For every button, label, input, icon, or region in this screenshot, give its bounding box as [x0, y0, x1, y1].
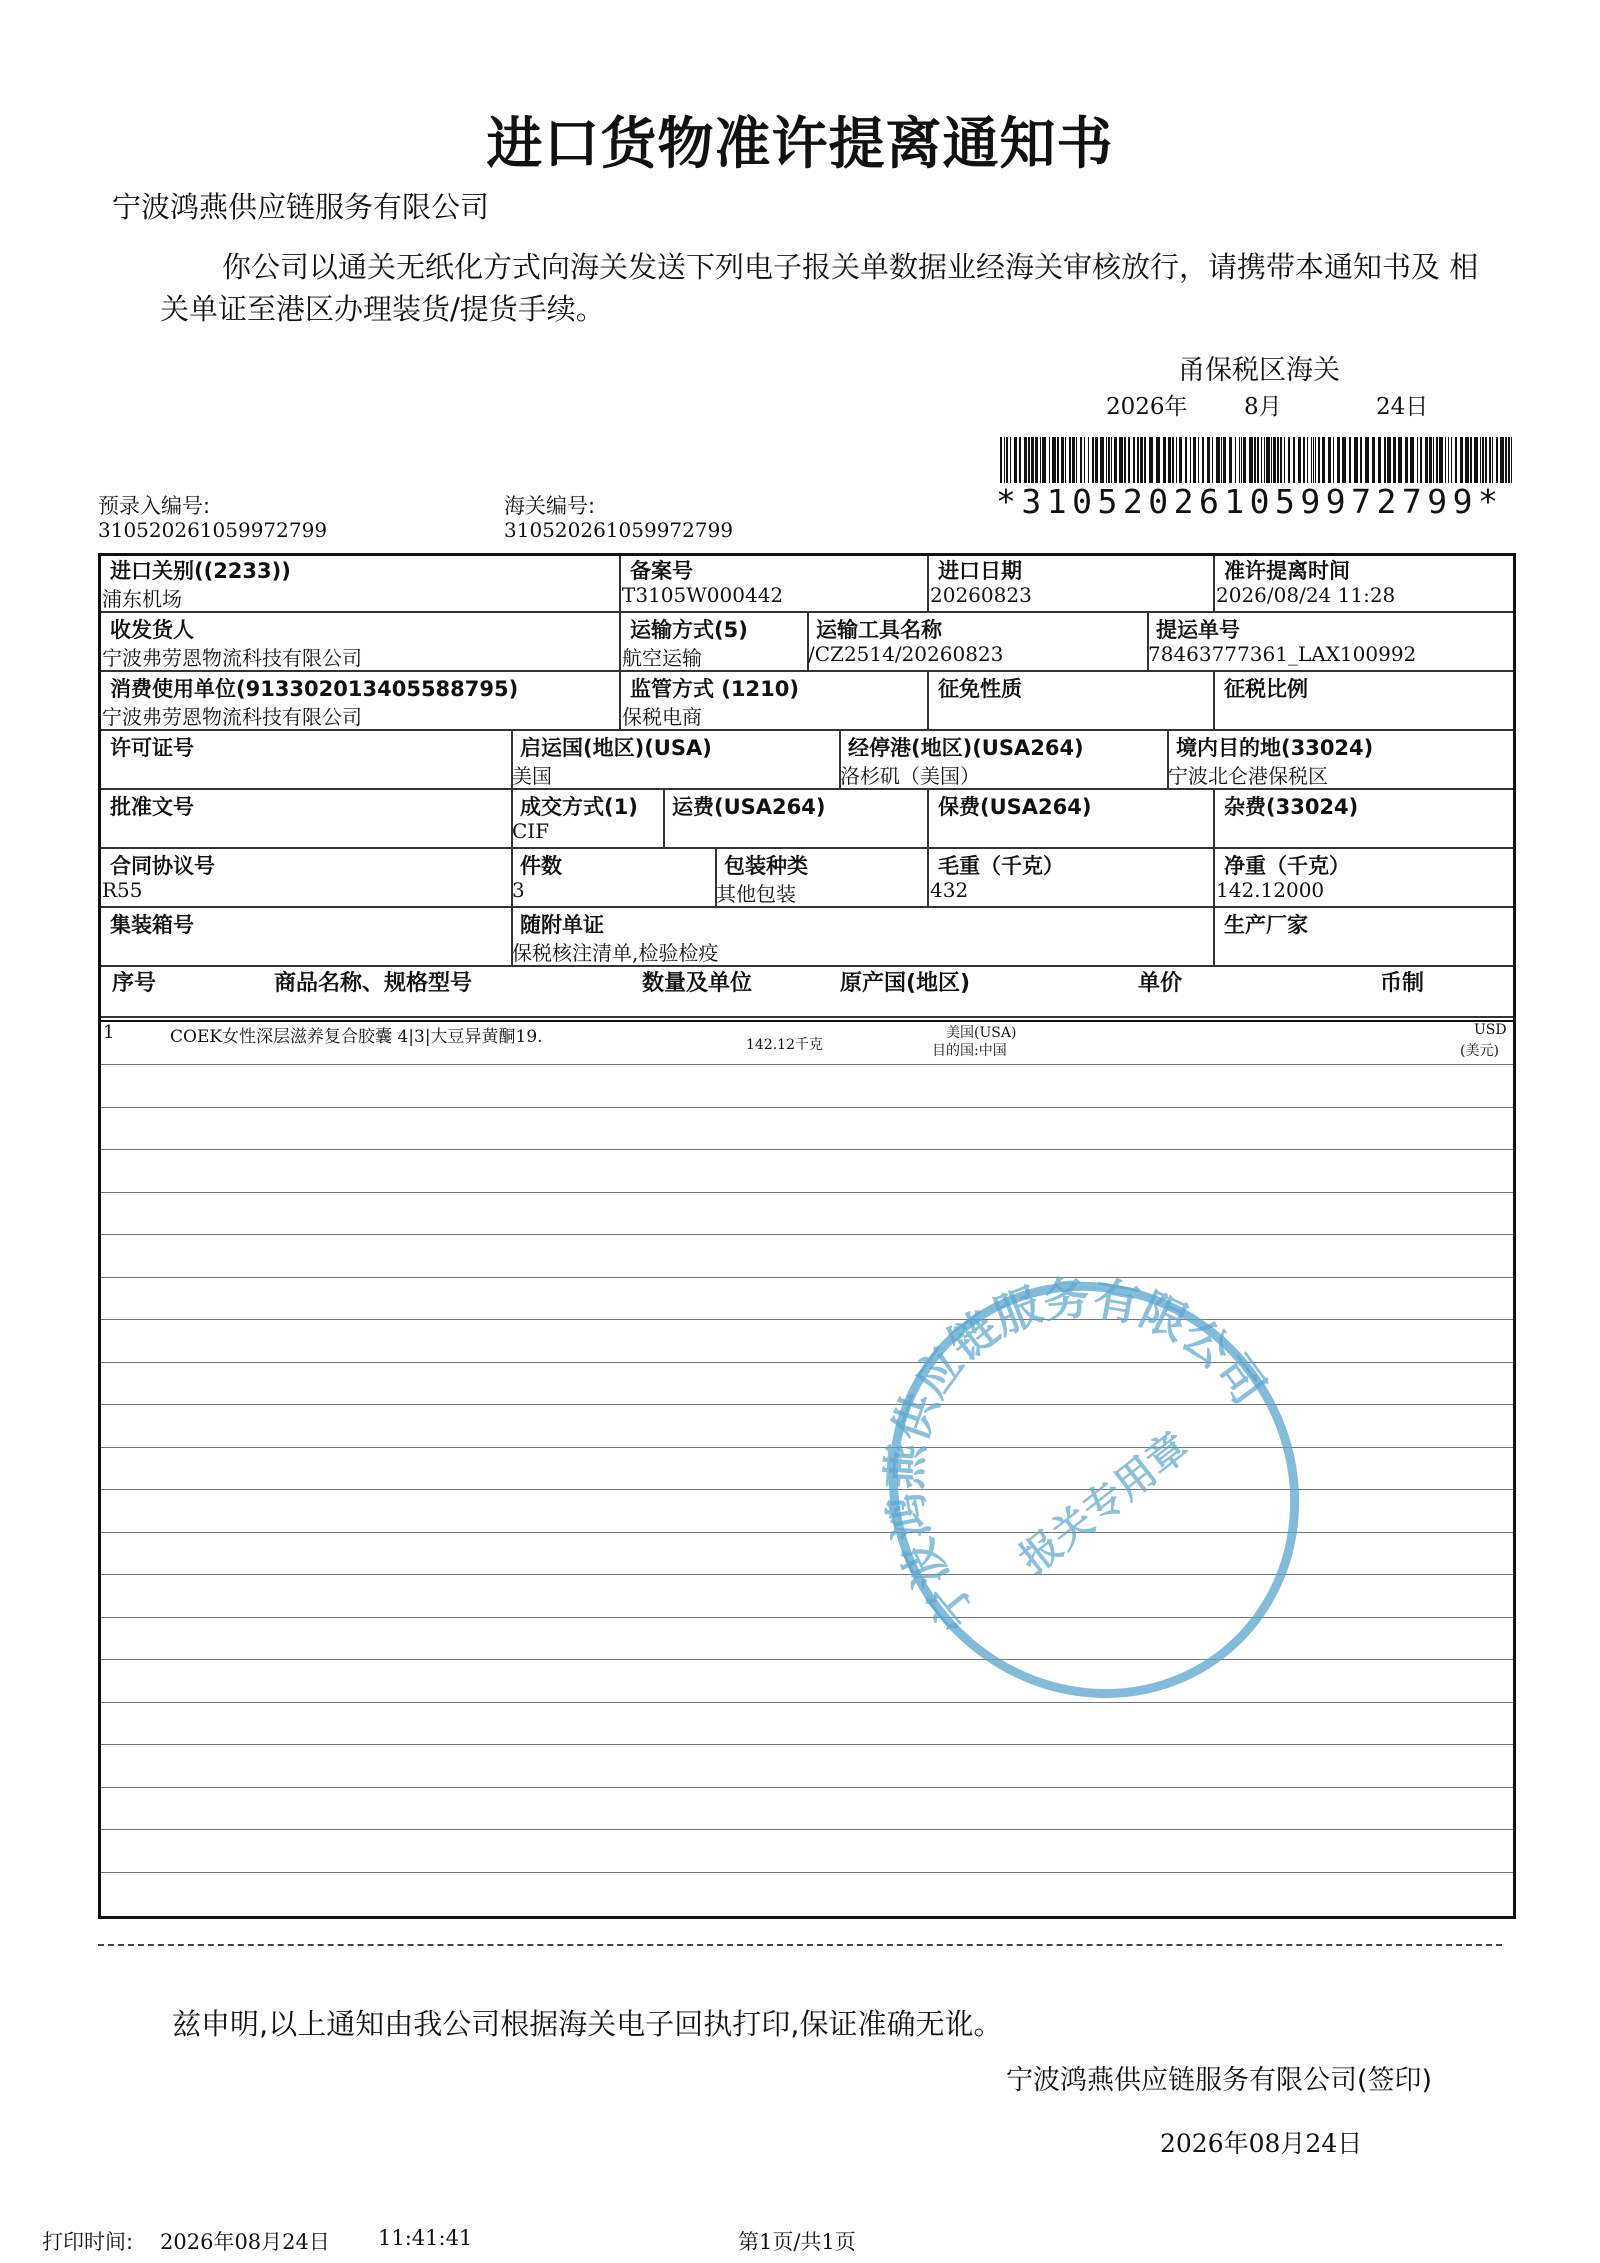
barcode-bar: [1384, 437, 1386, 483]
barcode-bar: [1433, 437, 1434, 483]
barcode-bar: [1108, 437, 1110, 483]
ruled-line: [101, 1787, 1513, 1788]
barcode-bar: [1144, 437, 1146, 483]
barcode-bar: [1080, 437, 1082, 483]
barcode-bar: [1455, 437, 1457, 483]
issue-month: 8月: [1244, 394, 1282, 420]
barcode-bar: [1500, 437, 1504, 483]
barcode-bar: [1342, 437, 1346, 483]
barcode-bar: [1482, 437, 1484, 483]
issue-day: 24日: [1376, 394, 1429, 420]
import-port-label: 进口关别((2233)): [110, 559, 291, 583]
barcode-bar: [1061, 437, 1064, 483]
footer-signature: 宁波鸿燕供应链服务有限公司(签印): [1006, 2065, 1433, 2096]
seal-sub-text: 报关专用章: [1011, 1423, 1198, 1584]
barcode-bar: [1436, 437, 1438, 483]
barcode-bar: [1280, 437, 1282, 483]
barcode-bar: [1293, 437, 1295, 483]
barcode: [1000, 437, 1518, 483]
barcode-bar: [1149, 437, 1153, 483]
barcode-bar: [1084, 437, 1085, 483]
goods-header-bottom-line: [101, 1016, 1513, 1018]
goods-header-currency: 币制: [1380, 971, 1425, 996]
barcode-bar: [1393, 437, 1396, 483]
barcode-bar: [1176, 437, 1177, 483]
barcode-bar: [1035, 437, 1038, 483]
goods-header-name: 商品名称、规格型号: [274, 971, 473, 996]
origin-country: 美国: [512, 764, 552, 788]
barcode-bar: [1207, 437, 1210, 483]
barcode-bar: [1092, 437, 1094, 483]
barcode-bar: [1298, 437, 1301, 483]
stop-port-label: 经停港(地区)(USA264): [848, 736, 1084, 760]
barcode-bar: [1019, 437, 1021, 483]
barcode-bar: [1445, 437, 1446, 483]
customs-no: 310520261059972799: [504, 518, 734, 542]
barcode-bar: [1460, 437, 1463, 483]
divider: [98, 1944, 1502, 1946]
barcode-bar: [1410, 437, 1414, 483]
barcode-bar: [1133, 437, 1135, 483]
package-label: 包装种类: [724, 854, 808, 878]
barcode-bar: [1303, 437, 1305, 483]
pieces: 3: [512, 878, 525, 902]
barcode-bar: [1465, 437, 1469, 483]
goods-origin: 美国(USA): [946, 1025, 1017, 1041]
barcode-bar: [1114, 437, 1117, 483]
barcode-bar: [1221, 437, 1222, 483]
print-time-label: 打印时间:: [42, 2230, 134, 2254]
origin-country-label: 启运国(地区)(USA): [520, 736, 712, 760]
barcode-bar: [1028, 437, 1030, 483]
net-weight: 142.12000: [1216, 878, 1325, 902]
barcode-bar: [1365, 437, 1369, 483]
ruled-line: [101, 1192, 1513, 1193]
barcode-text: *310520261059972799*: [996, 482, 1504, 521]
print-date: 2026年08月24日: [160, 2230, 330, 2254]
barcode-bar: [1354, 437, 1358, 483]
customs-no-label: 海关编号:: [504, 494, 596, 518]
barcode-bar: [1313, 437, 1314, 483]
ruled-line: [101, 1234, 1513, 1235]
container-label: 集装箱号: [110, 913, 194, 937]
bill-no: 78463777361_LAX100992: [1148, 642, 1417, 666]
barcode-bar: [1505, 437, 1507, 483]
barcode-bar: [1156, 437, 1160, 483]
goods-seq: 1: [103, 1022, 115, 1043]
ruled-line: [101, 1107, 1513, 1108]
page-title: 进口货物准许提离通知书: [486, 112, 1114, 177]
supervision-label: 监管方式 (1210): [630, 677, 799, 701]
barcode-bar: [1511, 437, 1512, 483]
barcode-bar: [1241, 437, 1242, 483]
barcode-bar: [1439, 437, 1443, 483]
barcode-bar: [1249, 437, 1253, 483]
barcode-bar: [1065, 437, 1066, 483]
pieces-label: 件数: [520, 854, 562, 878]
barcode-bar: [1254, 437, 1256, 483]
goods-currency-code: USD: [1474, 1022, 1507, 1038]
transport-mode-label: 运输方式(5): [630, 618, 748, 642]
goods-header-seq: 序号: [112, 971, 157, 996]
print-clock: 11:41:41: [378, 2226, 473, 2250]
page-info: 第1页/共1页: [738, 2230, 856, 2254]
package: 其他包装: [716, 882, 796, 906]
ruled-line: [101, 1149, 1513, 1150]
barcode-bar: [1052, 437, 1056, 483]
tax-ratio-label: 征税比例: [1224, 677, 1308, 701]
import-port: 浦东机场: [102, 587, 182, 611]
barcode-bar: [1140, 437, 1143, 483]
barcode-bar: [1014, 437, 1017, 483]
barcode-bar: [1057, 437, 1059, 483]
barcode-bar: [1417, 437, 1418, 483]
barcode-bar: [1257, 437, 1259, 483]
barcode-bar: [1405, 437, 1408, 483]
barcode-bar: [1111, 437, 1112, 483]
barcode-bar: [1328, 437, 1331, 483]
deal-mode-label: 成交方式(1): [520, 795, 638, 819]
barcode-bar: [1264, 437, 1265, 483]
barcode-bar: [1229, 437, 1232, 483]
barcode-bar: [1333, 437, 1334, 483]
barcode-bar: [1425, 437, 1428, 483]
barcode-bar: [1193, 437, 1196, 483]
customs-office: 甬保税区海关: [1178, 355, 1340, 386]
barcode-bar: [1212, 437, 1213, 483]
footer-statement: 兹申明,以上通知由我公司根据海关电子回执打印,保证准确无讹。: [172, 2007, 1003, 2041]
barcode-bar: [1106, 437, 1107, 483]
goods-header-unit-price: 单价: [1138, 971, 1183, 996]
barcode-bar: [1031, 437, 1034, 483]
barcode-bar: [1239, 437, 1240, 483]
barcode-bar: [1496, 437, 1498, 483]
barcode-bar: [1485, 437, 1487, 483]
misc-label: 杂费(33024): [1224, 795, 1359, 819]
company-seal: [874, 1250, 1314, 1730]
barcode-bar: [1337, 437, 1340, 483]
net-weight-label: 净重（千克）: [1224, 854, 1350, 878]
stop-port: 洛杉矶（美国）: [840, 764, 980, 788]
barcode-bar: [1024, 437, 1027, 483]
ruled-line: [101, 1744, 1513, 1745]
barcode-bar: [1470, 437, 1472, 483]
barcode-bar: [1311, 437, 1312, 483]
barcode-bar: [1284, 437, 1285, 483]
barcode-bar: [1124, 437, 1126, 483]
goods-header-qty: 数量及单位: [642, 971, 753, 996]
barcode-bar: [1006, 437, 1008, 483]
barcode-bar: [1420, 437, 1422, 483]
intro-text: 你公司以通关无纸化方式向海关发送下列电子报关单数据业经海关审核放行，请携带本通知书及 相关单证至港区办理装货/提货手续。: [160, 250, 1479, 326]
consumer-label: 消费使用单位(913302013405588795): [110, 677, 519, 701]
record-no: T3105W000442: [622, 583, 784, 607]
barcode-bar: [1069, 437, 1071, 483]
barcode-bar: [1372, 437, 1375, 483]
record-no-label: 备案号: [630, 559, 693, 583]
barcode-bar: [1198, 437, 1199, 483]
barcode-bar: [1179, 437, 1182, 483]
contract: R55: [102, 878, 143, 902]
barcode-bar: [1040, 437, 1041, 483]
barcode-bar: [1480, 437, 1481, 483]
bill-no-label: 提运单号: [1156, 618, 1240, 642]
goods-destination: 目的国:中国: [932, 1043, 1007, 1059]
svg-text:宁波鸿燕供应链服务有限公司: [874, 1250, 1277, 1641]
release-time-label: 准许提离时间: [1224, 559, 1350, 583]
barcode-bar: [1273, 437, 1276, 483]
goods-currency-name: (美元): [1460, 1043, 1499, 1059]
barcode-bar: [1271, 437, 1272, 483]
barcode-bar: [1387, 437, 1391, 483]
freight-label: 运费(USA264): [672, 795, 826, 819]
barcode-bar: [1277, 437, 1279, 483]
barcode-bar: [1128, 437, 1130, 483]
barcode-bar: [1100, 437, 1104, 483]
barcode-bar: [1185, 437, 1187, 483]
destination-label: 境内目的地(33024): [1176, 736, 1374, 760]
gross-weight: 432: [930, 878, 969, 902]
barcode-bar: [1398, 437, 1402, 483]
transport-tool: /CZ2514/20260823: [808, 642, 1004, 666]
issue-year: 2026年: [1106, 394, 1188, 420]
transport-mode: 航空运输: [622, 646, 702, 670]
barcode-bar: [1322, 437, 1325, 483]
barcode-bar: [1307, 437, 1308, 483]
attached-docs: 保税核注清单,检验检疫: [512, 941, 719, 965]
license-label: 许可证号: [110, 736, 194, 760]
barcode-bar: [1448, 437, 1449, 483]
barcode-bar: [1049, 437, 1050, 483]
barcode-bar: [1508, 437, 1510, 483]
gross-weight-label: 毛重（千克）: [938, 854, 1064, 878]
barcode-bar: [1243, 437, 1246, 483]
barcode-bar: [1095, 437, 1098, 483]
consignee-label: 收发货人: [110, 618, 194, 642]
transport-tool-label: 运输工具名称: [816, 618, 942, 642]
seal-text: 宁波鸿燕供应链服务有限公司: [877, 1270, 1277, 1641]
barcode-bar: [1172, 437, 1174, 483]
consumer: 宁波弗劳恩物流科技有限公司: [102, 705, 362, 729]
manufacturer-label: 生产厂家: [1224, 913, 1308, 937]
import-date-label: 进口日期: [938, 559, 1022, 583]
goods-qty: 142.12千克: [746, 1037, 823, 1053]
barcode-bar: [1088, 437, 1089, 483]
barcode-bar: [1451, 437, 1452, 483]
barcode-bar: [1119, 437, 1123, 483]
barcode-bar: [1261, 437, 1262, 483]
import-date: 20260823: [930, 583, 1032, 607]
barcode-bar: [1004, 437, 1005, 483]
barcode-bar: [1163, 437, 1166, 483]
pre-entry-no: 310520261059972799: [98, 518, 328, 542]
barcode-bar: [1042, 437, 1046, 483]
ruled-line: [101, 1872, 1513, 1873]
barcode-bar: [1315, 437, 1316, 483]
barcode-bar: [1000, 437, 1002, 483]
barcode-bar: [1202, 437, 1204, 483]
barcode-bar: [1235, 437, 1236, 483]
supervision: 保税电商: [622, 705, 702, 729]
barcode-bar: [1492, 437, 1493, 483]
barcode-bar: [1474, 437, 1478, 483]
barcode-bar: [1010, 437, 1011, 483]
barcode-bar: [1168, 437, 1171, 483]
barcode-bar: [1190, 437, 1191, 483]
barcode-bar: [1216, 437, 1220, 483]
goods-name: COEK女性深层滋养复合胶囊 4|3|大豆异黄酮19.: [170, 1027, 543, 1047]
barcode-bar: [1360, 437, 1362, 483]
exemption-label: 征免性质: [938, 677, 1022, 701]
approval-label: 批准文号: [110, 795, 194, 819]
barcode-bar: [1223, 437, 1226, 483]
contract-label: 合同协议号: [110, 854, 215, 878]
barcode-bar: [1072, 437, 1075, 483]
ruled-line: [101, 1064, 1513, 1065]
ruled-line: [101, 1829, 1513, 1830]
barcode-bar: [1076, 437, 1077, 483]
barcode-bar: [1288, 437, 1290, 483]
release-time: 2026/08/24 11:28: [1216, 583, 1396, 607]
footer-sign-date: 2026年08月24日: [1160, 2129, 1363, 2158]
barcode-bar: [1349, 437, 1351, 483]
pre-entry-label: 预录入编号:: [98, 494, 211, 518]
recipient-company: 宁波鸿燕供应链服务有限公司: [112, 190, 490, 224]
barcode-bar: [1489, 437, 1491, 483]
barcode-bar: [1378, 437, 1381, 483]
barcode-bar: [1266, 437, 1270, 483]
goods-header-origin: 原产国(地区): [840, 971, 971, 996]
deal-mode: CIF: [512, 819, 550, 843]
barcode-bar: [1318, 437, 1320, 483]
insurance-label: 保费(USA264): [938, 795, 1092, 819]
barcode-bar: [1137, 437, 1139, 483]
consignee: 宁波弗劳恩物流科技有限公司: [102, 646, 362, 670]
destination: 宁波北仑港保税区: [1168, 764, 1328, 788]
attached-docs-label: 随附单证: [520, 913, 604, 937]
barcode-bar: [1429, 437, 1432, 483]
